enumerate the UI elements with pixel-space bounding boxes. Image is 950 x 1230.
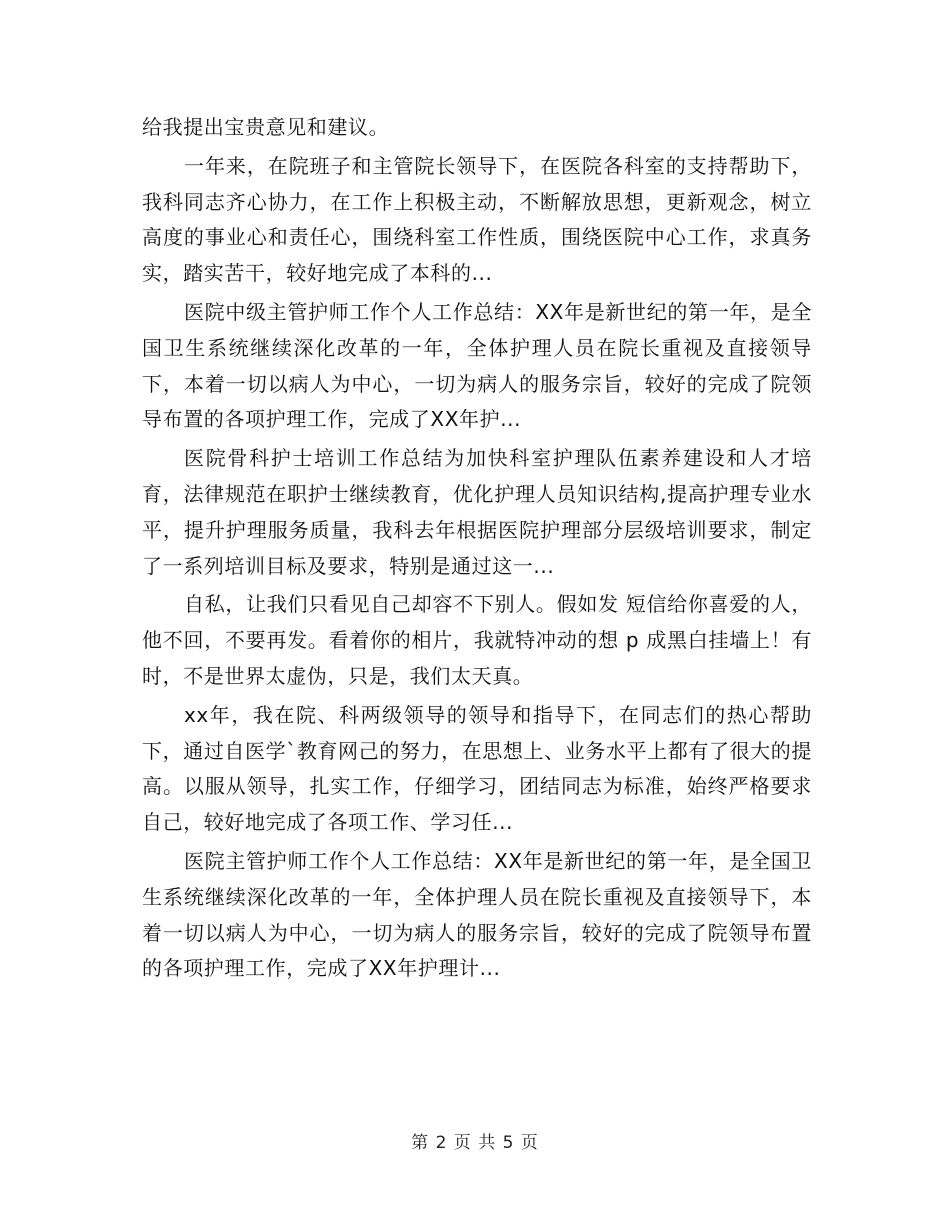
paragraph-selfishness-quote: 自私，让我们只看见自己却容不下别人。假如发 短信给你喜爱的人，他不回，不要再发。看着你的相片，我就特冲动的想 p 成黑白挂墙上！有时，不是世界太虚伪，只是，我们太天真。 [142,592,812,688]
paragraph-senior-nurse-summary: 医院中级主管护师工作个人工作总结：XX年是新世纪的第一年，是全国卫生系统继续深化改革的一年，全体护理人员在院长重视及直接领导下，本着一切以病人为中心，一切为病人的服务宗旨，较好的完成了院领导布置的各项护理工作，完成了XX年护... [142,299,812,432]
paragraph-continuation: 给我提出宝贵意见和建议。 [142,115,390,139]
page-number-footer: 第 2 页 共 5 页 [411,1133,539,1153]
document-body [142,110,812,987]
paragraph-head-nurse-summary: 医院主管护师工作个人工作总结：XX年是新世纪的第一年，是全国卫生系统继续深化改革的一年，全体护理人员在院长重视及直接领导下，本着一切以病人为中心，一切为病人的服务宗旨，较好的完成了院领导布置的各项护理工作，完成了XX年护理计... [142,848,812,981]
paragraph-orthopedic-training: 医院骨科护士培训工作总结为加快科室护理队伍素养建设和人才培育，法律规范在职护士继续教育，优化护理人员知识结构,提高护理专业水平，提升护理服务质量，我科去年根据医院护理部分层级培训要求，制定了一系列培训目标及要求，特别是通过这一... [142,446,812,578]
paragraph-department-summary: 一年来，在院班子和主管院长领导下，在医院各科室的支持帮助下，我科同志齐心协力，在工作上积极主动，不断解放思想，更新观念，树立高度的事业心和责任心，围绕科室工作性质，围绕医院中心工作，求真务实，踏实苦干，较好地完成了本科的... [142,153,812,286]
paragraph-personal-progress: xx年，我在院、科两级领导的领导和指导下，在同志们的热心帮助下，通过自医学`教育网己的努力，在思想上、业务水平上都有了很大的提高。以服从领导，扎实工作，仔细学习，团结同志为标准，始终严格要求自己，较好地完成了各项工作、学习任... [142,702,812,835]
